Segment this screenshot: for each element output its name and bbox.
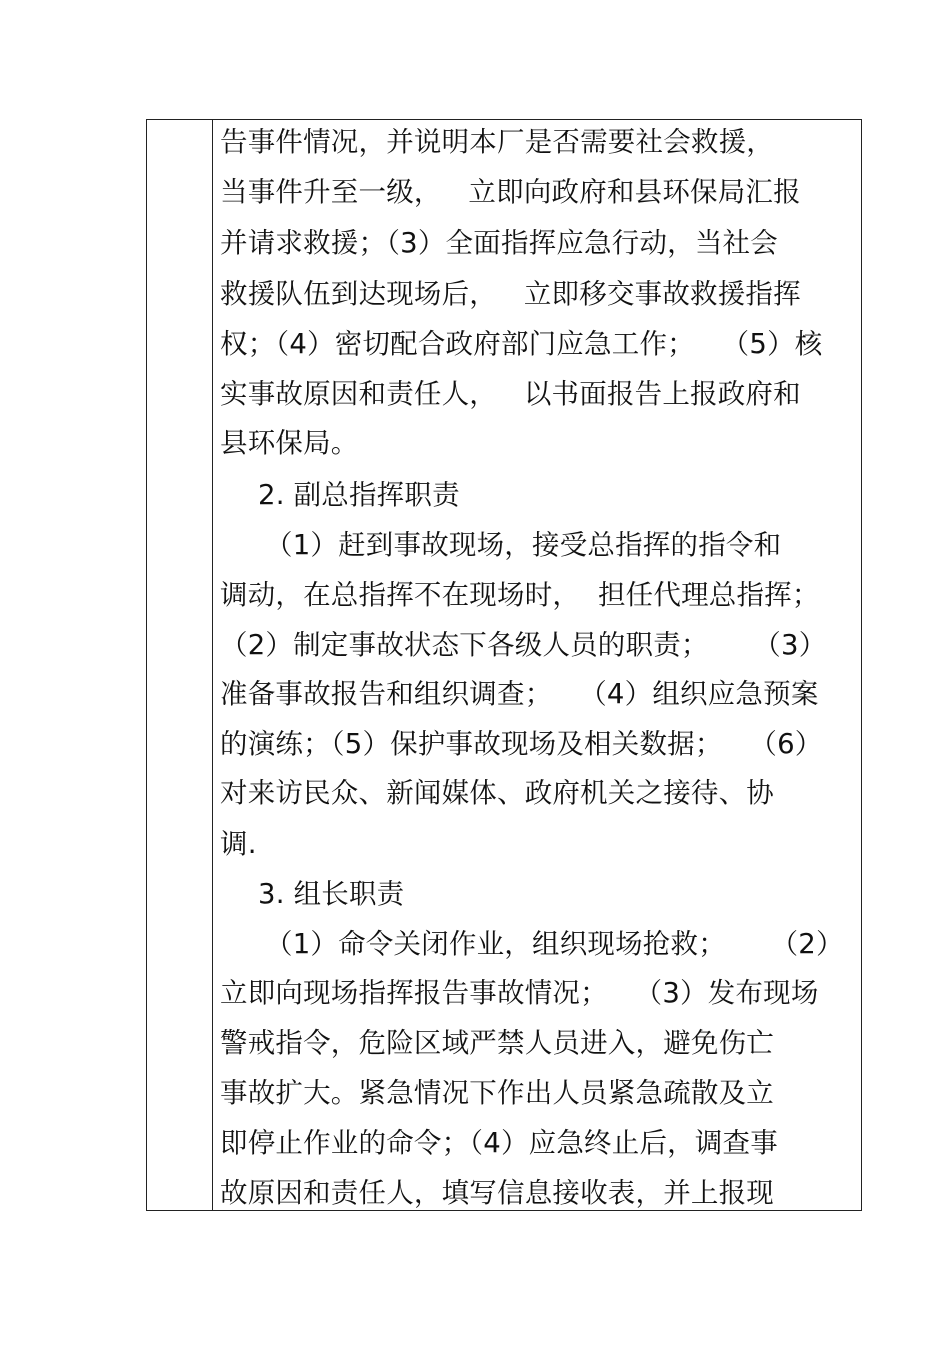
text-line: 救援队伍到达现场后， 立即移交事故救援指挥 xyxy=(220,278,801,310)
section-heading: 3. 组长职责 xyxy=(258,878,405,910)
text-line: 县环保局。 xyxy=(220,427,359,459)
text-line: 调动，在总指挥不在现场时， 担任代理总指挥； xyxy=(220,579,820,611)
text-line: 事故扩大。紧急情况下作出人员紧急疏散及立 xyxy=(220,1077,774,1109)
text-line: 当事件升至一级， 立即向政府和县环保局汇报 xyxy=(220,176,801,208)
text-line: （2）制定事故状态下各级人员的职责； （3） xyxy=(220,629,827,661)
text-line: （1）命令关闭作业，组织现场抢救； （2） xyxy=(265,928,844,960)
text-line: 立即向现场指挥报告事故情况； （3）发布现场 xyxy=(220,977,819,1009)
text-line: 准备事故报告和组织调查； （4）组织应急预案 xyxy=(220,678,819,710)
text-line: 实事故原因和责任人， 以书面报告上报政府和 xyxy=(220,378,801,410)
text-line: 告事件情况，并说明本厂是否需要社会救援， xyxy=(220,126,774,158)
text-line: 权；（4）密切配合政府部门应急工作； （5）核 xyxy=(220,328,823,360)
text-line: 对来访民众、新闻媒体、政府机关之接待、协 xyxy=(220,777,774,809)
text-line: （1）赶到事故现场，接受总指挥的指令和 xyxy=(265,529,782,561)
text-line: 故原因和责任人，填写信息接收表，并上报现 xyxy=(220,1177,774,1209)
text-line: 的演练；（5）保护事故现场及相关数据； （6） xyxy=(220,728,823,760)
text-line: 并请求救援；（3）全面指挥应急行动，当社会 xyxy=(220,227,778,259)
text-line: 调. xyxy=(220,828,257,860)
text-line: 即停止作业的命令；（4）应急终止后，调查事 xyxy=(220,1127,778,1159)
section-heading: 2. 副总指挥职责 xyxy=(258,479,460,511)
column-divider xyxy=(212,119,213,1211)
text-line: 警戒指令，危险区域严禁人员进入，避免伤亡 xyxy=(220,1027,774,1059)
